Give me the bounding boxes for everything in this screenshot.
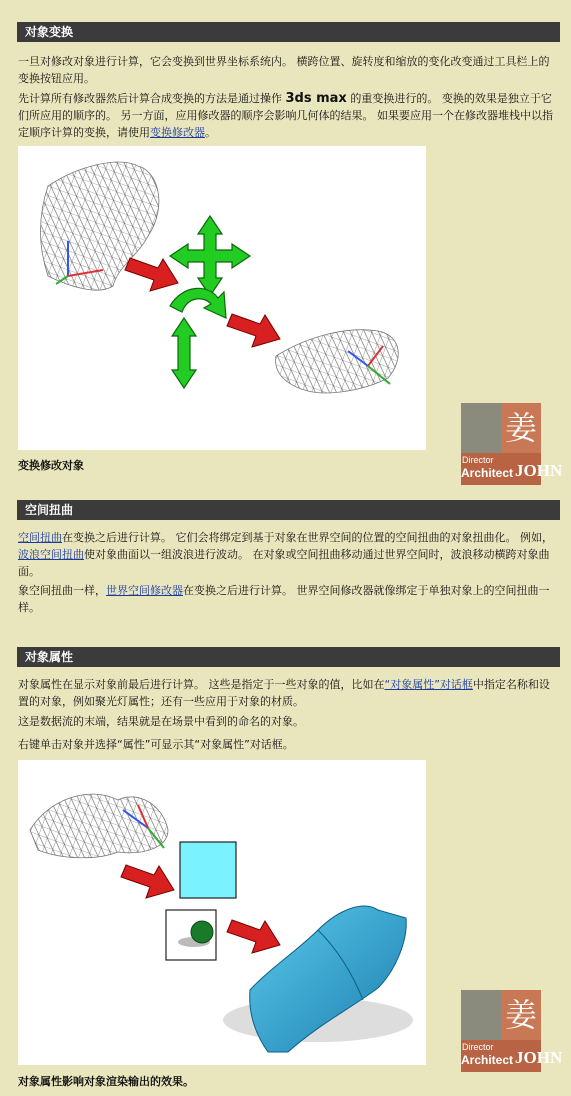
watermark-logo-1: 姜 Director Architect JOHN (461, 403, 541, 485)
green-rotate-arrow-icon (170, 288, 226, 318)
section-header-space-warp: 空间扭曲 (17, 500, 560, 520)
red-arrow-3 (121, 865, 174, 898)
transform-illustration (18, 146, 426, 450)
red-arrow-1 (125, 258, 178, 291)
paragraph-world-space-modifier: 象空间扭曲一样，世界空间修改器在变换之后进行计算。 世界空间修改器就像绑定于单独对象上的空间扭曲一样。 (18, 584, 550, 614)
object-properties-illustration (18, 760, 426, 1065)
section-header-object-properties: 对象属性 (17, 647, 560, 667)
paragraph-transform-intro: 一旦对修改对象进行计算，它会变换到世界坐标系统内。 横跨位置、旋转度和缩放的变化改变通过工具栏上的变换按钮应用。 (18, 55, 550, 85)
red-arrow-2 (227, 314, 280, 347)
paragraph-space-warp: 空间扭曲在变换之后进行计算。 它们会将绑定到基于对象在世界空间的位置的空间扭曲的对象扭曲化。 例如，波浪空间扭曲使对象曲面以一组波浪进行波动。 在对象或空间扭曲移动通过世界空间时，波浪移动横跨对象曲面。 (18, 531, 553, 578)
section-header-object-transform: 对象变换 (17, 22, 560, 42)
green-sphere (191, 921, 213, 943)
caption-object-properties: 对象属性影响对象渲染输出的效果。 (18, 1075, 194, 1088)
caption-transform: 变换修改对象 (18, 459, 84, 472)
link-world-space-modifier[interactable]: 世界空间修改器 (106, 584, 183, 597)
paragraph-transform-order: 先计算所有修改器然后计算合成变换的方法是通过操作 3ds max 的重变换进行的。 变换的效果是独立于它们所应用的顺序的。 另一方面，应用修改器的顺序会影响几何体的结果。 如果要应用一个在修改器堆栈中以指定顺序计算的变换，请使用变换修改器。 (18, 91, 553, 139)
cyan-box-shape (180, 842, 236, 898)
green-move-arrows-icon (170, 216, 250, 296)
green-scale-arrow-icon (172, 318, 196, 388)
link-wave-space-warp[interactable]: 波浪空间扭曲 (18, 548, 84, 561)
paragraph-object-properties: 对象属性在显示对象前最后进行计算。 这些是指定于一些对象的值，比如在“对象属性”对话框中指定名称和设置的对象，例如聚光灯属性；还有一些应用于对象的材质。 (18, 678, 550, 708)
paragraph-right-click-properties: 右键单击对象并选择“属性”可显示其“对象属性”对话框。 (18, 738, 294, 751)
link-space-warp[interactable]: 空间扭曲 (18, 531, 62, 544)
figure-transform-modified-object (18, 146, 426, 450)
red-arrow-4 (227, 920, 280, 953)
paragraph-end-of-dataflow: 这是数据流的末端，结果就是在场景中看到的命名的对象。 (18, 715, 304, 728)
mesh-object-transformed (276, 330, 399, 393)
watermark-logo-2: 姜 Director Architect JOHN (461, 990, 541, 1072)
figure-object-properties (18, 760, 426, 1065)
link-transform-modifier[interactable]: 变换修改器 (150, 126, 205, 139)
link-object-properties-dialog[interactable]: “对象属性”对话框 (384, 678, 473, 691)
